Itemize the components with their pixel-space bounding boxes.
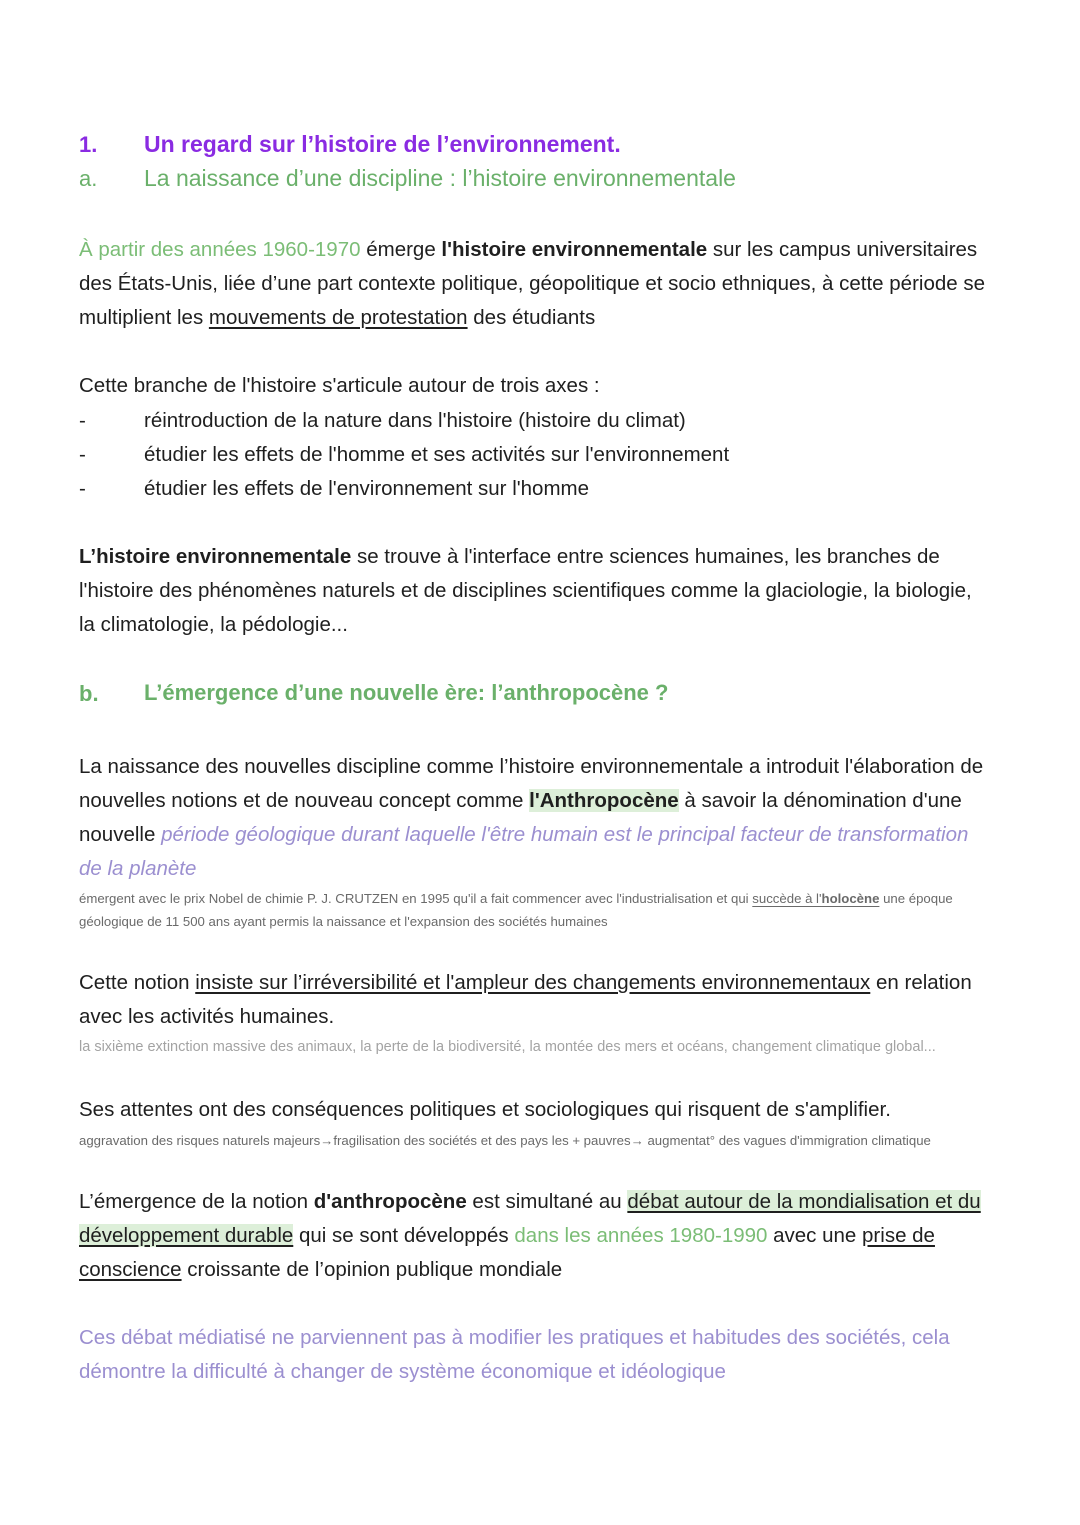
para4-line1: Cette notion insiste sur l’irréversibilité et l'ampleur des changements environnementaux en relation — [79, 971, 972, 994]
subsection-a-number: a. — [79, 166, 98, 191]
section-title: Un regard sur l’histoire de l’environnement. — [144, 131, 621, 157]
underlined-term: mouvements de protestation — [208, 306, 468, 329]
para6-line2: développement durable qui se sont développés dans les années 1980-1990 avec une prise de — [79, 1224, 935, 1247]
underlined-term: insiste sur l’irréversibilité et l'ampleur des changements environnementaux — [195, 971, 871, 994]
date-highlight: À partir des années 1960-1970 — [79, 238, 361, 261]
definition-text: période géologique durant laquelle l'être humain est le principal facteur de transformation — [161, 823, 969, 846]
para2-line3: la climatologie, la pédologie... — [79, 613, 348, 636]
para7-line1: Ces débat médiatisé ne parviennent pas à modifier les pratiques et habitudes des sociétés, cela — [79, 1326, 950, 1349]
highlighted-term: débat autour de la mondialisation et du — [627, 1190, 981, 1213]
highlighted-term: l'Anthropocène — [529, 789, 679, 812]
subsection-b-title: L’émergence d’une nouvelle ère: l’anthropocène ? — [144, 680, 669, 705]
para3-line1: La naissance des nouvelles discipline comme l’histoire environnementale a introduit l'élaboration de — [79, 755, 984, 778]
para3-line2: nouvelles notions et de nouveau concept comme l'Anthropocène à savoir la dénomination d'une — [79, 789, 962, 812]
date-highlight: dans les années 1980-1990 — [514, 1224, 768, 1247]
para2-line1: L’histoire environnementale se trouve à l'interface entre sciences humaines, les branches de — [79, 545, 940, 568]
underlined-term: prise de — [862, 1224, 935, 1247]
para3-line4: de la planète — [79, 857, 197, 880]
list-bullet: - — [79, 477, 86, 500]
list-item: étudier les effets de l'environnement sur l'homme — [144, 477, 590, 500]
para5-note: aggravation des risques naturels majeurs→fragilisation des sociétés et des pays les + pauvres→ augmentat° des vagues d'immigration climatique — [79, 1133, 931, 1148]
para3-line3: nouvelle période géologique durant laquelle l'être humain est le principal facteur de transformation — [79, 823, 969, 846]
para5-line1: Ses attentes ont des conséquences politiques et sociologiques qui risquent de s'amplifier. — [79, 1098, 891, 1121]
para6-line3: conscience croissante de l’opinion publique mondiale — [79, 1258, 563, 1281]
key-term: L’histoire environnementale — [79, 545, 352, 568]
key-term: l'histoire environnementale — [441, 238, 708, 261]
axes-intro: Cette branche de l'histoire s'articule autour de trois axes : — [79, 374, 600, 397]
subsection-b-number: b. — [79, 681, 99, 706]
para4-note: la sixième extinction massive des animaux, la perte de la biodiversité, la montée des mers et océans, changement climatique global... — [79, 1039, 936, 1055]
para1-line3: multiplient les mouvements de protestation des étudiants — [79, 306, 596, 329]
para7-line2: démontre la difficulté à changer de système économique et idéologique — [79, 1360, 726, 1383]
note1-line1: émergent avec le prix Nobel de chimie P. J. CRUTZEN en 1995 qu'il a fait commencer avec l'industrialisation et qui succède à l'holocène une époque — [79, 891, 953, 906]
key-term: d'anthropocène — [313, 1190, 467, 1213]
list-item: étudier les effets de l'homme et ses activités sur l'environnement — [144, 443, 730, 466]
highlighted-term: développement durable — [79, 1224, 294, 1247]
para1-line1: À partir des années 1960-1970 émerge l'histoire environnementale sur les campus universitaires — [79, 238, 978, 261]
para4-line2: avec les activités humaines. — [79, 1005, 335, 1028]
subsection-a-title: La naissance d’une discipline : l’histoire environnementale — [144, 165, 736, 191]
list-bullet: - — [79, 409, 86, 432]
note1-line2: géologique de 11 500 ans ayant permis la naissance et l'expansion des sociétés humaines — [79, 914, 608, 929]
underlined-term: conscience — [79, 1258, 182, 1281]
section-number: 1. — [79, 132, 98, 157]
list-bullet: - — [79, 443, 86, 466]
para6-line1: L’émergence de la notion d'anthropocène est simultané au débat autour de la mondialisation et du — [79, 1190, 981, 1213]
para2-line2: l'histoire des phénomènes naturels et de disciplines scientifiques comme la glaciologie, la biologie, — [79, 579, 972, 602]
list-item: réintroduction de la nature dans l'histoire (histoire du climat) — [144, 409, 686, 432]
para1-line2: des États-Unis, liée d’une part contexte politique, géopolitique et socio ethniques, à cette période se — [79, 272, 985, 295]
